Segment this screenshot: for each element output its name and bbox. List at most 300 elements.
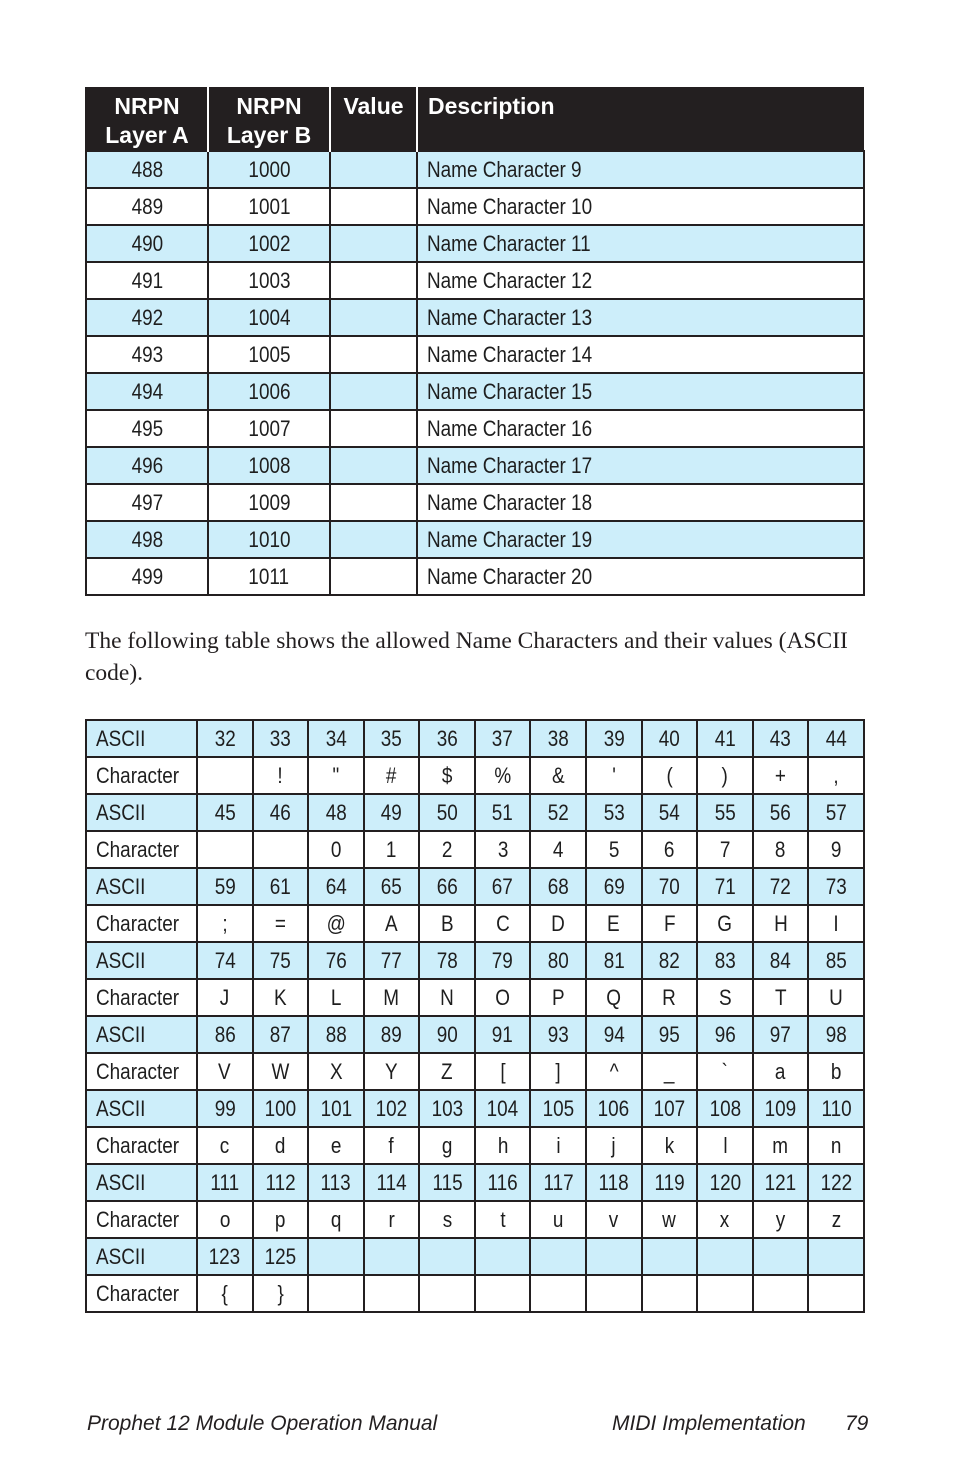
- ascii-code-cell-text: 64: [325, 873, 347, 899]
- character-cell-text: A: [385, 910, 398, 936]
- row-label-text: Character: [96, 1206, 180, 1232]
- character-cell-text: z: [831, 1206, 841, 1232]
- ascii-code-cell-text: 111: [210, 1169, 240, 1195]
- character-cell-text: 3: [497, 836, 508, 862]
- character-cell-text: %: [494, 762, 512, 788]
- character-cell-text: P: [551, 984, 565, 1010]
- ascii-code-cell: [475, 1016, 531, 1053]
- ascii-code-cell-text: 66: [436, 873, 458, 899]
- character-cell: [475, 757, 531, 794]
- character-cell: [753, 979, 809, 1016]
- character-cell: [364, 1127, 420, 1164]
- character-cell: [642, 831, 698, 868]
- character-cell-text: 5: [608, 836, 620, 862]
- description-cell: [417, 225, 864, 262]
- character-cell-text: R: [662, 984, 677, 1010]
- ascii-code-cell: [586, 868, 642, 905]
- header-value: Value: [330, 87, 417, 151]
- character-cell-text: g: [441, 1132, 453, 1158]
- description-cell-text: Name Character 16: [427, 415, 593, 441]
- character-cell: [697, 1127, 753, 1164]
- ascii-code-cell: [308, 868, 364, 905]
- character-cell: [197, 1127, 253, 1164]
- nrpn-layer-b-cell-text: 1007: [247, 415, 291, 441]
- ascii-code-cell-text: 73: [825, 873, 847, 899]
- character-cell: [475, 1053, 531, 1090]
- nrpn-layer-b-cell: [208, 336, 330, 373]
- description-cell-text: Name Character 19: [427, 526, 593, 552]
- ascii-code-cell: [697, 1238, 753, 1275]
- description-cell: [417, 262, 864, 299]
- nrpn-layer-b-cell: [208, 151, 330, 188]
- ascii-code-cell: [253, 1090, 309, 1127]
- nrpn-layer-a-cell: [86, 447, 208, 484]
- character-cell: [697, 757, 753, 794]
- character-cell-text: 1: [386, 836, 397, 862]
- character-cell-text: M: [383, 984, 400, 1010]
- nrpn-layer-a-cell: [86, 373, 208, 410]
- row-label-text: ASCII: [96, 725, 146, 751]
- row-label-text: Character: [96, 836, 180, 862]
- ascii-code-cell: [475, 1090, 531, 1127]
- description-cell: [417, 521, 864, 558]
- row-label: [86, 1275, 197, 1312]
- character-cell-text: q: [330, 1206, 342, 1232]
- character-row: [86, 979, 864, 1016]
- character-cell-text: X: [329, 1058, 343, 1084]
- header-layer-b: [208, 87, 330, 151]
- nrpn-layer-b-cell-text: 1003: [247, 267, 291, 293]
- row-label: [86, 1201, 197, 1238]
- character-cell: [308, 1201, 364, 1238]
- character-cell: [530, 757, 586, 794]
- nrpn-layer-b-cell: [208, 447, 330, 484]
- footer-manual-title: Prophet 12 Module Operation Manual: [87, 1412, 438, 1435]
- ascii-code-cell-text: 122: [820, 1169, 852, 1195]
- ascii-code-cell: [753, 868, 809, 905]
- ascii-code-cell-text: 50: [436, 799, 458, 825]
- value-cell: [330, 336, 417, 373]
- description-cell: [417, 299, 864, 336]
- character-cell: [253, 1127, 309, 1164]
- character-cell: [253, 831, 309, 868]
- ascii-code-cell-text: 104: [486, 1095, 519, 1121]
- character-cell-text: Q: [606, 984, 622, 1010]
- character-cell-text: Z: [441, 1058, 453, 1084]
- ascii-code-cell: [197, 868, 253, 905]
- table-row: [86, 373, 864, 410]
- character-cell: [586, 757, 642, 794]
- table-row: [86, 336, 864, 373]
- header-layer-b-line1: NRPN: [236, 93, 302, 119]
- ascii-code-cell: [197, 720, 253, 757]
- ascii-code-cell: [253, 720, 309, 757]
- ascii-code-cell-text: 125: [264, 1243, 297, 1269]
- nrpn-layer-b-cell: [208, 225, 330, 262]
- nrpn-layer-b-cell-text: 1005: [247, 341, 291, 367]
- character-cell-text: ;: [222, 910, 228, 936]
- character-cell: [586, 1053, 642, 1090]
- nrpn-layer-a-cell: [86, 262, 208, 299]
- character-cell: [530, 1201, 586, 1238]
- character-cell: [364, 757, 420, 794]
- ascii-code-cell-text: 54: [658, 799, 680, 825]
- row-label: [86, 831, 197, 868]
- ascii-code-cell-text: 100: [264, 1095, 297, 1121]
- ascii-code-cell: [697, 868, 753, 905]
- character-cell: [253, 757, 309, 794]
- character-cell: [530, 831, 586, 868]
- description-cell-text: Name Character 20: [427, 563, 593, 589]
- ascii-code-cell: [253, 1016, 309, 1053]
- ascii-code-cell-text: 76: [325, 947, 347, 973]
- ascii-code-cell: [197, 1016, 253, 1053]
- ascii-code-cell-text: 77: [380, 947, 403, 973]
- character-cell: [475, 831, 531, 868]
- nrpn-table: [85, 87, 865, 596]
- ascii-code-cell: [642, 1090, 698, 1127]
- ascii-code-cell-text: 75: [269, 947, 291, 973]
- ascii-code-cell: [419, 794, 475, 831]
- ascii-code-cell-text: 105: [542, 1095, 575, 1121]
- character-cell-text: 6: [664, 836, 675, 862]
- ascii-code-cell: [586, 1238, 642, 1275]
- ascii-code-cell-text: 51: [492, 799, 514, 825]
- ascii-code-cell-text: 68: [547, 873, 569, 899]
- ascii-code-cell-text: 38: [547, 725, 569, 751]
- ascii-code-row: [86, 720, 864, 757]
- nrpn-layer-b-cell: [208, 410, 330, 447]
- character-cell: [530, 979, 586, 1016]
- character-cell-text: D: [551, 910, 566, 936]
- table-row: [86, 188, 864, 225]
- character-row: [86, 757, 864, 794]
- character-cell: [697, 831, 753, 868]
- footer-section-name: MIDI Implementation: [612, 1412, 806, 1435]
- ascii-code-cell: [808, 942, 864, 979]
- character-cell: [253, 1201, 309, 1238]
- nrpn-layer-a-cell: [86, 299, 208, 336]
- ascii-code-cell: [197, 1090, 253, 1127]
- row-label-text: ASCII: [96, 799, 146, 825]
- ascii-code-cell-text: 101: [320, 1095, 352, 1121]
- ascii-code-cell: [753, 942, 809, 979]
- description-cell-text: Name Character 17: [427, 452, 593, 478]
- ascii-code-cell: [364, 1164, 420, 1201]
- description-cell-text: Name Character 14: [427, 341, 593, 367]
- ascii-code-cell-text: 41: [714, 725, 736, 751]
- character-cell-text: V: [218, 1058, 232, 1084]
- character-cell-text: [: [500, 1058, 506, 1084]
- nrpn-layer-b-cell: [208, 373, 330, 410]
- ascii-code-row: [86, 1090, 864, 1127]
- character-cell-text: 0: [330, 836, 342, 862]
- description-cell: [417, 151, 864, 188]
- character-cell: [253, 979, 309, 1016]
- nrpn-layer-a-cell-text: 498: [131, 526, 163, 552]
- row-label-text: ASCII: [96, 947, 146, 973]
- ascii-code-cell-text: 78: [436, 947, 458, 973]
- value-cell: [330, 484, 417, 521]
- description-cell-text: Name Character 13: [427, 304, 593, 330]
- ascii-code-cell-text: 45: [214, 799, 236, 825]
- character-cell-text: J: [220, 984, 230, 1010]
- character-cell: [808, 1275, 864, 1312]
- character-cell: [586, 1201, 642, 1238]
- character-cell-text: 4: [552, 836, 564, 862]
- character-cell-text: p: [275, 1206, 286, 1232]
- character-cell: [808, 757, 864, 794]
- character-cell-text: l: [722, 1132, 728, 1158]
- value-cell: [330, 558, 417, 595]
- row-label: [86, 1053, 197, 1090]
- character-cell-text: 9: [830, 836, 842, 862]
- row-label: [86, 1238, 197, 1275]
- character-cell-text: ): [721, 762, 729, 788]
- character-cell-text: t: [500, 1206, 506, 1232]
- character-cell: [419, 1127, 475, 1164]
- ascii-code-cell: [697, 794, 753, 831]
- ascii-code-cell-text: 82: [658, 947, 680, 973]
- table-row: [86, 521, 864, 558]
- ascii-code-cell: [475, 794, 531, 831]
- nrpn-layer-a-cell-text: 493: [131, 341, 163, 367]
- ascii-code-cell-text: 71: [714, 873, 736, 899]
- ascii-code-cell-text: 110: [821, 1095, 852, 1121]
- character-cell-text: `: [721, 1058, 729, 1084]
- ascii-code-cell: [419, 1238, 475, 1275]
- character-cell: [808, 905, 864, 942]
- ascii-code-cell: [253, 942, 309, 979]
- character-row: [86, 905, 864, 942]
- nrpn-layer-a-cell: [86, 336, 208, 373]
- ascii-code-cell: [530, 794, 586, 831]
- ascii-code-cell: [419, 1090, 475, 1127]
- ascii-code-cell: [642, 868, 698, 905]
- character-cell-text: C: [495, 910, 510, 936]
- row-label-text: Character: [96, 984, 180, 1010]
- description-cell-text: Name Character 12: [427, 267, 593, 293]
- table-row: [86, 447, 864, 484]
- row-label: [86, 794, 197, 831]
- ascii-code-cell-text: 106: [598, 1095, 630, 1121]
- ascii-code-cell: [753, 720, 809, 757]
- table-row: [86, 225, 864, 262]
- ascii-code-cell-text: 65: [380, 873, 403, 899]
- character-cell-text: &: [551, 762, 565, 788]
- character-cell: [808, 831, 864, 868]
- row-label: [86, 1090, 197, 1127]
- ascii-code-cell-text: 108: [709, 1095, 741, 1121]
- ascii-code-cell: [197, 1164, 253, 1201]
- character-cell-text: E: [607, 910, 621, 936]
- character-cell: [697, 905, 753, 942]
- character-cell: [642, 1127, 698, 1164]
- character-cell-text: ": [332, 762, 340, 788]
- ascii-code-cell: [364, 1090, 420, 1127]
- ascii-code-cell: [308, 1016, 364, 1053]
- character-cell-text: W: [271, 1058, 290, 1084]
- table-row: [86, 484, 864, 521]
- character-cell-text: 8: [775, 836, 786, 862]
- character-cell: [364, 831, 420, 868]
- ascii-code-cell-text: 96: [714, 1021, 736, 1047]
- value-cell: [330, 299, 417, 336]
- ascii-code-cell-text: 87: [269, 1021, 291, 1047]
- character-cell: [586, 905, 642, 942]
- ascii-code-cell: [364, 942, 420, 979]
- character-row: [86, 1127, 864, 1164]
- ascii-code-cell: [419, 868, 475, 905]
- character-cell: [586, 831, 642, 868]
- character-cell: [308, 905, 364, 942]
- character-cell: [530, 1275, 586, 1312]
- character-cell-text: 7: [719, 836, 731, 862]
- nrpn-layer-a-cell: [86, 558, 208, 595]
- character-cell-text: F: [663, 910, 676, 936]
- ascii-code-row: [86, 1238, 864, 1275]
- row-label: [86, 868, 197, 905]
- description-cell-text: Name Character 10: [427, 193, 593, 219]
- character-cell: [197, 979, 253, 1016]
- ascii-code-cell: [642, 720, 698, 757]
- character-cell: [753, 1201, 809, 1238]
- nrpn-layer-b-cell: [208, 299, 330, 336]
- character-cell-text: n: [830, 1132, 842, 1158]
- character-cell: [753, 831, 809, 868]
- description-cell: [417, 410, 864, 447]
- character-cell-text: }: [277, 1280, 284, 1306]
- character-cell-text: U: [829, 984, 844, 1010]
- character-cell: [642, 757, 698, 794]
- character-cell-text: j: [611, 1132, 616, 1158]
- ascii-code-cell-text: 36: [436, 725, 458, 751]
- nrpn-layer-b-cell-text: 1004: [247, 304, 291, 330]
- value-cell: [330, 151, 417, 188]
- ascii-code-cell-text: 113: [320, 1169, 352, 1195]
- ascii-code-cell: [197, 942, 253, 979]
- character-cell-text: ': [612, 762, 616, 788]
- ascii-code-cell-text: 118: [598, 1169, 629, 1195]
- ascii-code-cell: [197, 794, 253, 831]
- character-cell-text: ]: [555, 1058, 561, 1084]
- ascii-code-cell-text: 99: [214, 1095, 236, 1121]
- ascii-code-cell-text: 48: [325, 799, 347, 825]
- character-cell: [753, 1053, 809, 1090]
- ascii-code-cell: [475, 720, 531, 757]
- nrpn-layer-a-cell: [86, 484, 208, 521]
- character-cell-text: 2: [441, 836, 453, 862]
- row-label: [86, 1164, 197, 1201]
- ascii-code-cell: [642, 1016, 698, 1053]
- character-cell-text: h: [497, 1132, 508, 1158]
- ascii-code-cell: [753, 1238, 809, 1275]
- ascii-code-cell-text: 86: [214, 1021, 236, 1047]
- ascii-code-cell-text: 121: [764, 1169, 797, 1195]
- ascii-code-cell: [808, 868, 864, 905]
- character-cell: [253, 905, 309, 942]
- character-cell: [253, 1053, 309, 1090]
- ascii-code-cell-text: 103: [431, 1095, 463, 1121]
- nrpn-layer-b-cell: [208, 484, 330, 521]
- description-cell: [417, 336, 864, 373]
- nrpn-layer-a-cell-text: 491: [131, 267, 163, 293]
- character-cell-text: +: [775, 762, 787, 788]
- row-label: [86, 1127, 197, 1164]
- character-cell: [364, 905, 420, 942]
- ascii-code-cell-text: 115: [432, 1169, 463, 1195]
- ascii-code-cell: [642, 794, 698, 831]
- ascii-code-cell: [642, 1164, 698, 1201]
- ascii-code-cell: [697, 1016, 753, 1053]
- character-cell-text: L: [330, 984, 342, 1010]
- character-cell: [197, 1053, 253, 1090]
- ascii-code-cell: [419, 942, 475, 979]
- ascii-code-cell-text: 37: [492, 725, 514, 751]
- character-cell: [642, 1053, 698, 1090]
- nrpn-layer-a-cell: [86, 188, 208, 225]
- character-cell: [586, 979, 642, 1016]
- ascii-code-cell: [419, 720, 475, 757]
- ascii-code-cell-text: 97: [770, 1021, 792, 1047]
- character-cell: [586, 1127, 642, 1164]
- nrpn-layer-a-cell-text: 492: [131, 304, 163, 330]
- character-cell: [642, 979, 698, 1016]
- ascii-code-cell: [808, 1164, 864, 1201]
- character-cell-text: ^: [609, 1058, 619, 1084]
- character-cell-text: =: [274, 910, 286, 936]
- ascii-code-cell: [642, 1238, 698, 1275]
- character-cell: [808, 1201, 864, 1238]
- character-cell: [808, 979, 864, 1016]
- character-cell: [475, 905, 531, 942]
- character-row: [86, 1201, 864, 1238]
- ascii-code-row: [86, 868, 864, 905]
- character-cell-text: $: [441, 762, 453, 788]
- ascii-code-cell-text: 83: [714, 947, 736, 973]
- ascii-code-cell-text: 56: [770, 799, 792, 825]
- nrpn-layer-a-cell-text: 495: [131, 415, 163, 441]
- nrpn-header-row: [86, 87, 864, 151]
- description-cell: [417, 447, 864, 484]
- ascii-code-row: [86, 1016, 864, 1053]
- nrpn-layer-b-cell-text: 1002: [247, 230, 291, 256]
- nrpn-layer-a-cell-text: 497: [131, 489, 163, 515]
- ascii-code-cell: [253, 868, 309, 905]
- character-cell-text: {: [221, 1280, 228, 1306]
- character-cell: [308, 979, 364, 1016]
- ascii-code-cell: [586, 942, 642, 979]
- character-cell: [697, 979, 753, 1016]
- ascii-code-cell-text: 39: [603, 725, 625, 751]
- character-cell-text: w: [662, 1206, 677, 1232]
- ascii-code-cell: [308, 942, 364, 979]
- nrpn-layer-b-cell-text: 1011: [248, 563, 290, 589]
- nrpn-layer-b-cell-text: 1006: [247, 378, 291, 404]
- character-cell-text: f: [388, 1132, 395, 1158]
- ascii-code-cell: [475, 942, 531, 979]
- character-cell: [308, 831, 364, 868]
- character-row: [86, 1275, 864, 1312]
- ascii-code-cell: [364, 868, 420, 905]
- ascii-code-cell-text: 109: [764, 1095, 797, 1121]
- ascii-code-cell: [419, 1016, 475, 1053]
- ascii-code-row: [86, 1164, 864, 1201]
- ascii-code-row: [86, 794, 864, 831]
- ascii-code-cell-text: 95: [658, 1021, 680, 1047]
- nrpn-layer-b-cell-text: 1009: [247, 489, 291, 515]
- character-cell: [808, 1127, 864, 1164]
